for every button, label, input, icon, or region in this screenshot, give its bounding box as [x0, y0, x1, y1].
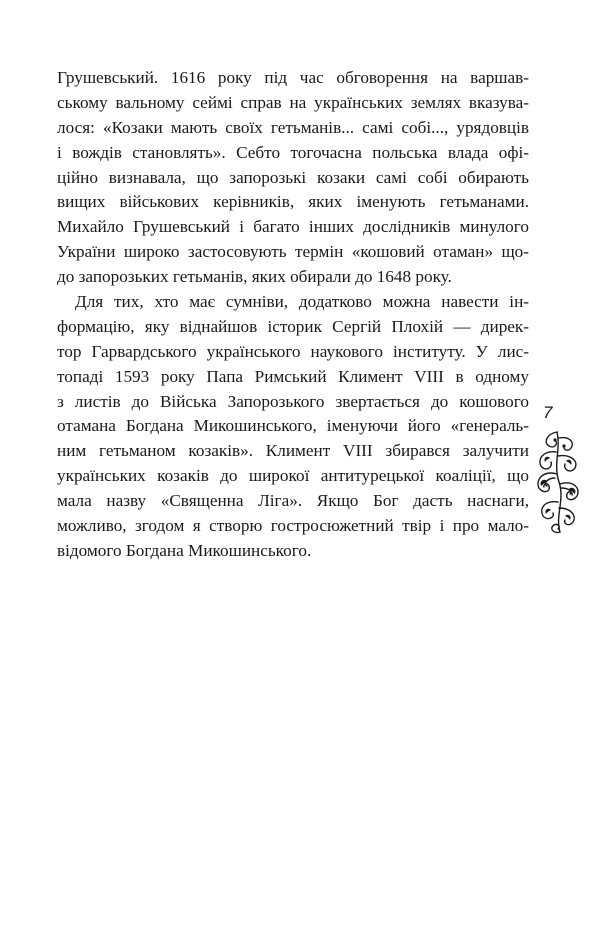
- text-line: ційно визнавала, що запорозькі козаки самі собі обирають: [57, 167, 529, 187]
- page-number: 7: [543, 403, 553, 422]
- text-line: ському вальному сеймі справ на українських землях вказува-: [57, 92, 529, 112]
- text-line: тор Гарвардського українського наукового інституту. У лис-: [57, 341, 529, 361]
- paragraph-2: [57, 290, 529, 564]
- baroque-floral-ornament-icon: [533, 428, 583, 536]
- text-line: відомого Богдана Микошинського.: [57, 540, 312, 560]
- text-line: ним гетьманом козаків». Климент VIII збирався залучити: [57, 441, 529, 461]
- paragraph-1: [57, 66, 529, 290]
- text-line: Грушевський. 1616 року під час обговорення на варшав-: [57, 68, 529, 87]
- body-text: [57, 66, 529, 564]
- text-line: можливо, згодом я створю гостросюжетний твір і про мало-: [57, 516, 529, 536]
- text-line: українських козаків до широкої антитурецької коаліції, що: [57, 466, 529, 486]
- text-line: України широко застосовують термін «кошовий отаман» що-: [57, 242, 529, 262]
- text-line: вищих військових керівників, яких іменують гетьманами.: [57, 192, 529, 212]
- text-line: мала назву «Священна Ліга». Якщо Бог дасть наснаги,: [57, 491, 529, 511]
- text-line: лося: «Козаки мають своїх гетьманів... самі собі..., урядовців: [57, 117, 529, 137]
- text-line: і вождів становлять». Себто тогочасна польська влада офі-: [57, 142, 529, 162]
- text-line: Для тих, хто має сумніви, додатково можна навести ін-: [75, 292, 529, 312]
- text-line: формацію, яку віднайшов історик Сергій Плохій — дирек-: [57, 316, 529, 336]
- text-line: Михайло Грушевський і багато інших дослідників минулого: [57, 217, 529, 237]
- text-line: до запорозьких гетьманів, яких обирали до 1648 року.: [57, 267, 452, 287]
- text-line: отамана Богдана Микошинського, іменуючи його «генераль-: [57, 416, 529, 436]
- text-line: з листів до Війська Запорозького звертається до кошового: [57, 391, 529, 411]
- text-line: топаді 1593 року Папа Римський Климент VIII в одному: [57, 366, 529, 386]
